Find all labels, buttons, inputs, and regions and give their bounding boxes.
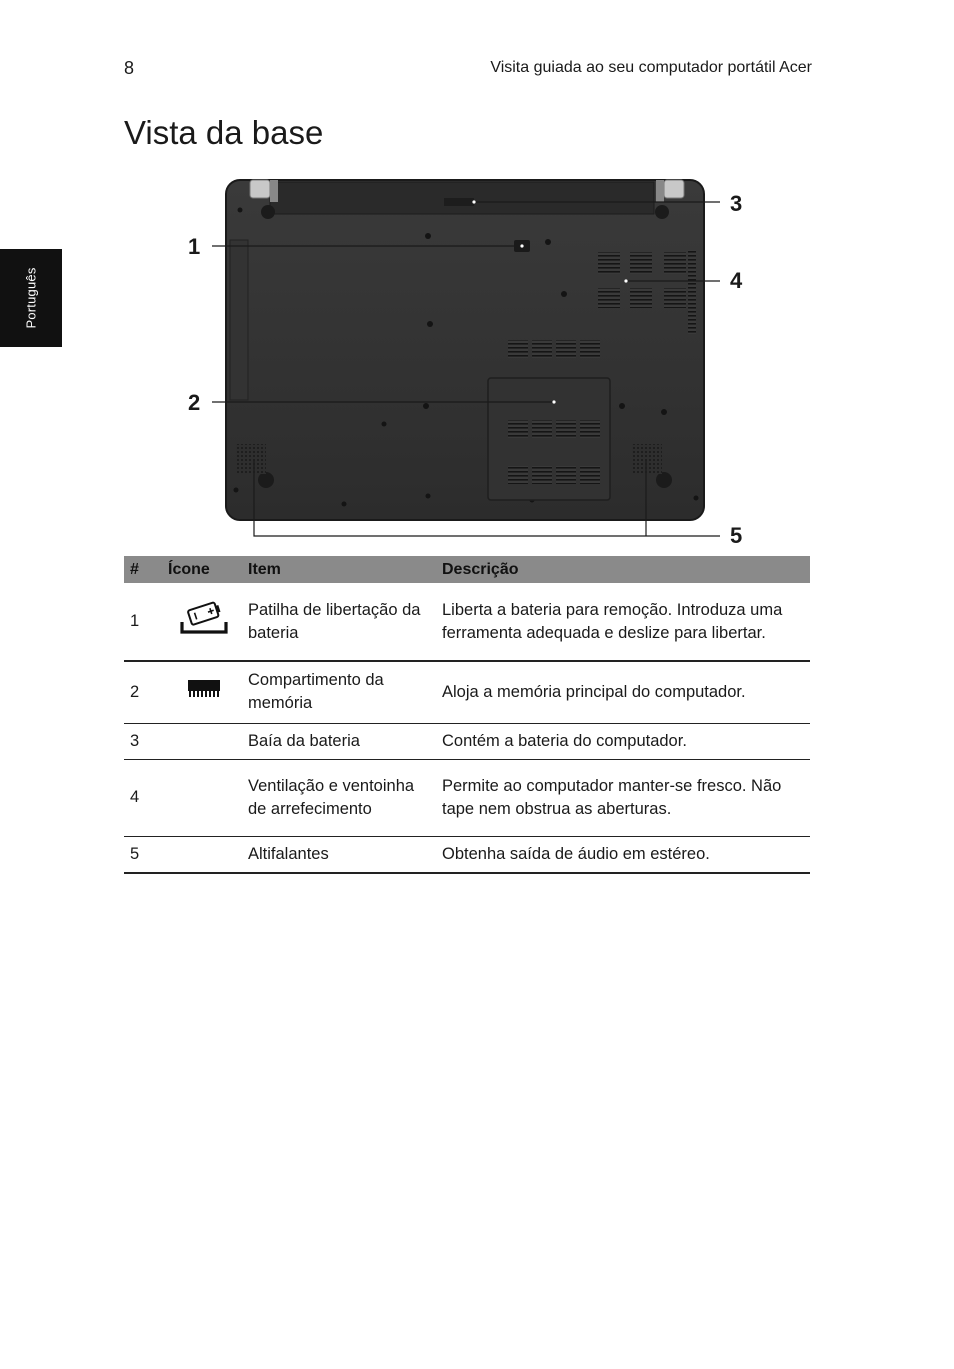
row-num: 3	[124, 723, 164, 759]
row-num: 2	[124, 661, 164, 723]
row-icon-cell	[164, 583, 244, 661]
row-icon-cell	[164, 661, 244, 723]
table-row	[124, 759, 810, 836]
language-tab-label: Português	[23, 267, 39, 329]
col-header-icon: Ícone	[164, 556, 244, 583]
row-item: Compartimento da memória	[244, 661, 438, 723]
callout-2: 2	[188, 390, 201, 415]
table-row	[124, 583, 810, 661]
battery-release-icon	[178, 600, 230, 643]
table-row	[124, 836, 810, 873]
page-title: Vista da base	[124, 114, 324, 151]
row-item: Patilha de libertação da bateria	[244, 583, 438, 661]
row-description: Permite ao computador manter-se fresco. Não tape nem obstrua as aberturas.	[438, 759, 810, 836]
running-header: Visita guiada ao seu computador portátil Acer	[490, 59, 812, 76]
row-icon-cell	[164, 723, 244, 759]
table-row	[124, 661, 810, 723]
row-item: Ventilação e ventoinha de arrefecimento	[244, 759, 438, 836]
row-item: Altifalantes	[244, 836, 438, 873]
row-icon-cell	[164, 836, 244, 873]
row-description: Liberta a bateria para remoção. Introduza uma ferramenta adequada e deslize para libertar.	[438, 583, 810, 661]
row-icon-cell	[164, 759, 244, 836]
callout-1: 1	[188, 234, 201, 259]
row-description: Obtenha saída de áudio em estéreo.	[438, 836, 810, 873]
table-header-row	[124, 556, 810, 583]
table-row	[124, 723, 810, 759]
row-num: 5	[124, 836, 164, 873]
col-header-num: #	[124, 556, 164, 583]
col-header-description: Descrição	[438, 556, 810, 583]
callout-4: 4	[730, 268, 743, 293]
row-description: Contém a bateria do computador.	[438, 723, 810, 759]
language-tab	[0, 249, 62, 347]
callout-5: 5	[730, 523, 743, 548]
row-num: 1	[124, 583, 164, 661]
feature-table	[124, 556, 810, 874]
laptop-base-illustration	[180, 170, 760, 552]
memory-icon	[186, 677, 222, 708]
row-description: Aloja a memória principal do computador.	[438, 661, 810, 723]
row-num: 4	[124, 759, 164, 836]
callout-3: 3	[730, 191, 743, 216]
laptop-base-figure	[180, 170, 760, 552]
row-item: Baía da bateria	[244, 723, 438, 759]
col-header-item: Item	[244, 556, 438, 583]
page-number: 8	[124, 58, 135, 78]
